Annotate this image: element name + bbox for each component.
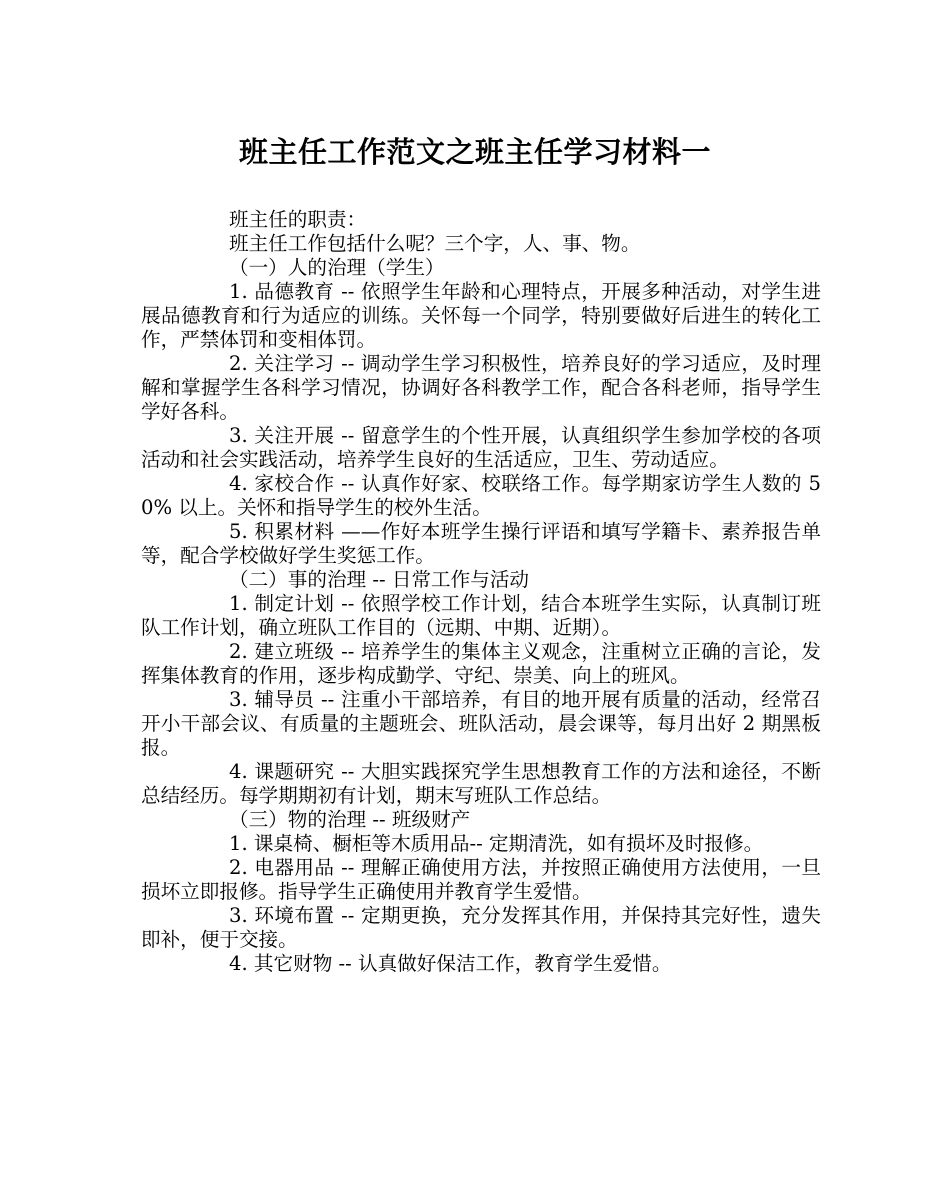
paragraph-property-4: 4. 其它财物 -- 认真做好保洁工作，教育学生爱惜。 — [229, 952, 672, 975]
paragraph-duties-heading: 班主任的职责： — [229, 208, 367, 231]
paragraph-people-4: 4. 家校合作 -- 认真作好家、校联络工作。每学期家访学生人数的 50% 以上。关怀和指导学生的校外生活。 — [141, 472, 821, 519]
document-body — [141, 208, 821, 976]
paragraph-property-1: 1. 课桌椅、橱柜等木质用品-- 定期清洗，如有损坏及时报修。 — [229, 832, 764, 855]
paragraph-affairs-2: 2. 建立班级 -- 培养学生的集体主义观念，注重树立正确的言论，发挥集体教育的作用，逐步构成勤学、守纪、崇美、向上的班风。 — [141, 640, 821, 687]
section-heading-people: （一）人的治理（学生） — [229, 256, 445, 279]
paragraph-affairs-4: 4. 课题研究 -- 大胆实践探究学生思想教育工作的方法和途径，不断总结经历。每学期期初有计划，期末写班队工作总结。 — [141, 760, 821, 807]
section-heading-property: （三）物的治理 -- 班级财产 — [229, 808, 471, 831]
document-title: 班主任工作范文之班主任学习材料一 — [238, 135, 711, 169]
paragraph-property-3: 3. 环境布置 -- 定期更换，充分发挥其作用，并保持其完好性，遗失即补，便于交接。 — [141, 904, 821, 951]
paragraph-affairs-1: 1. 制定计划 -- 依照学校工作计划，结合本班学生实际，认真制订班队工作计划，确立班队工作目的（远期、中期、近期）。 — [141, 592, 821, 639]
paragraph-people-1: 1. 品德教育 -- 依照学生年龄和心理特点，开展多种活动，对学生进展品德教育和行为适应的训练。关怀每一个同学，特别要做好后进生的转化工作，严禁体罚和变相体罚。 — [141, 280, 821, 351]
paragraph-intro: 班主任工作包括什么呢？三个字，人、事、物。 — [229, 232, 641, 255]
paragraph-people-2: 2. 关注学习 -- 调动学生学习积极性，培养良好的学习适应，及时理解和掌握学生各科学习情况，协调好各科教学工作，配合各科老师，指导学生学好各科。 — [141, 352, 821, 423]
paragraph-property-2: 2. 电器用品 -- 理解正确使用方法，并按照正确使用方法使用，一旦损坏立即报修。指导学生正确使用并教育学生爱惜。 — [141, 856, 821, 903]
paragraph-people-5: 5. 积累材料 ——作好本班学生操行评语和填写学籍卡、素养报告单等，配合学校做好学生奖惩工作。 — [141, 520, 821, 567]
paragraph-affairs-3: 3. 辅导员 -- 注重小干部培养，有目的地开展有质量的活动，经常召开小干部会议、有质量的主题班会、班队活动，晨会课等，每月出好 2 期黑板报。 — [141, 688, 821, 759]
section-heading-affairs: （二）事的治理 -- 日常工作与活动 — [229, 568, 530, 591]
paragraph-people-3: 3. 关注开展 -- 留意学生的个性开展，认真组织学生参加学校的各项活动和社会实践活动，培养学生良好的生活适应，卫生、劳动适应。 — [141, 424, 821, 471]
